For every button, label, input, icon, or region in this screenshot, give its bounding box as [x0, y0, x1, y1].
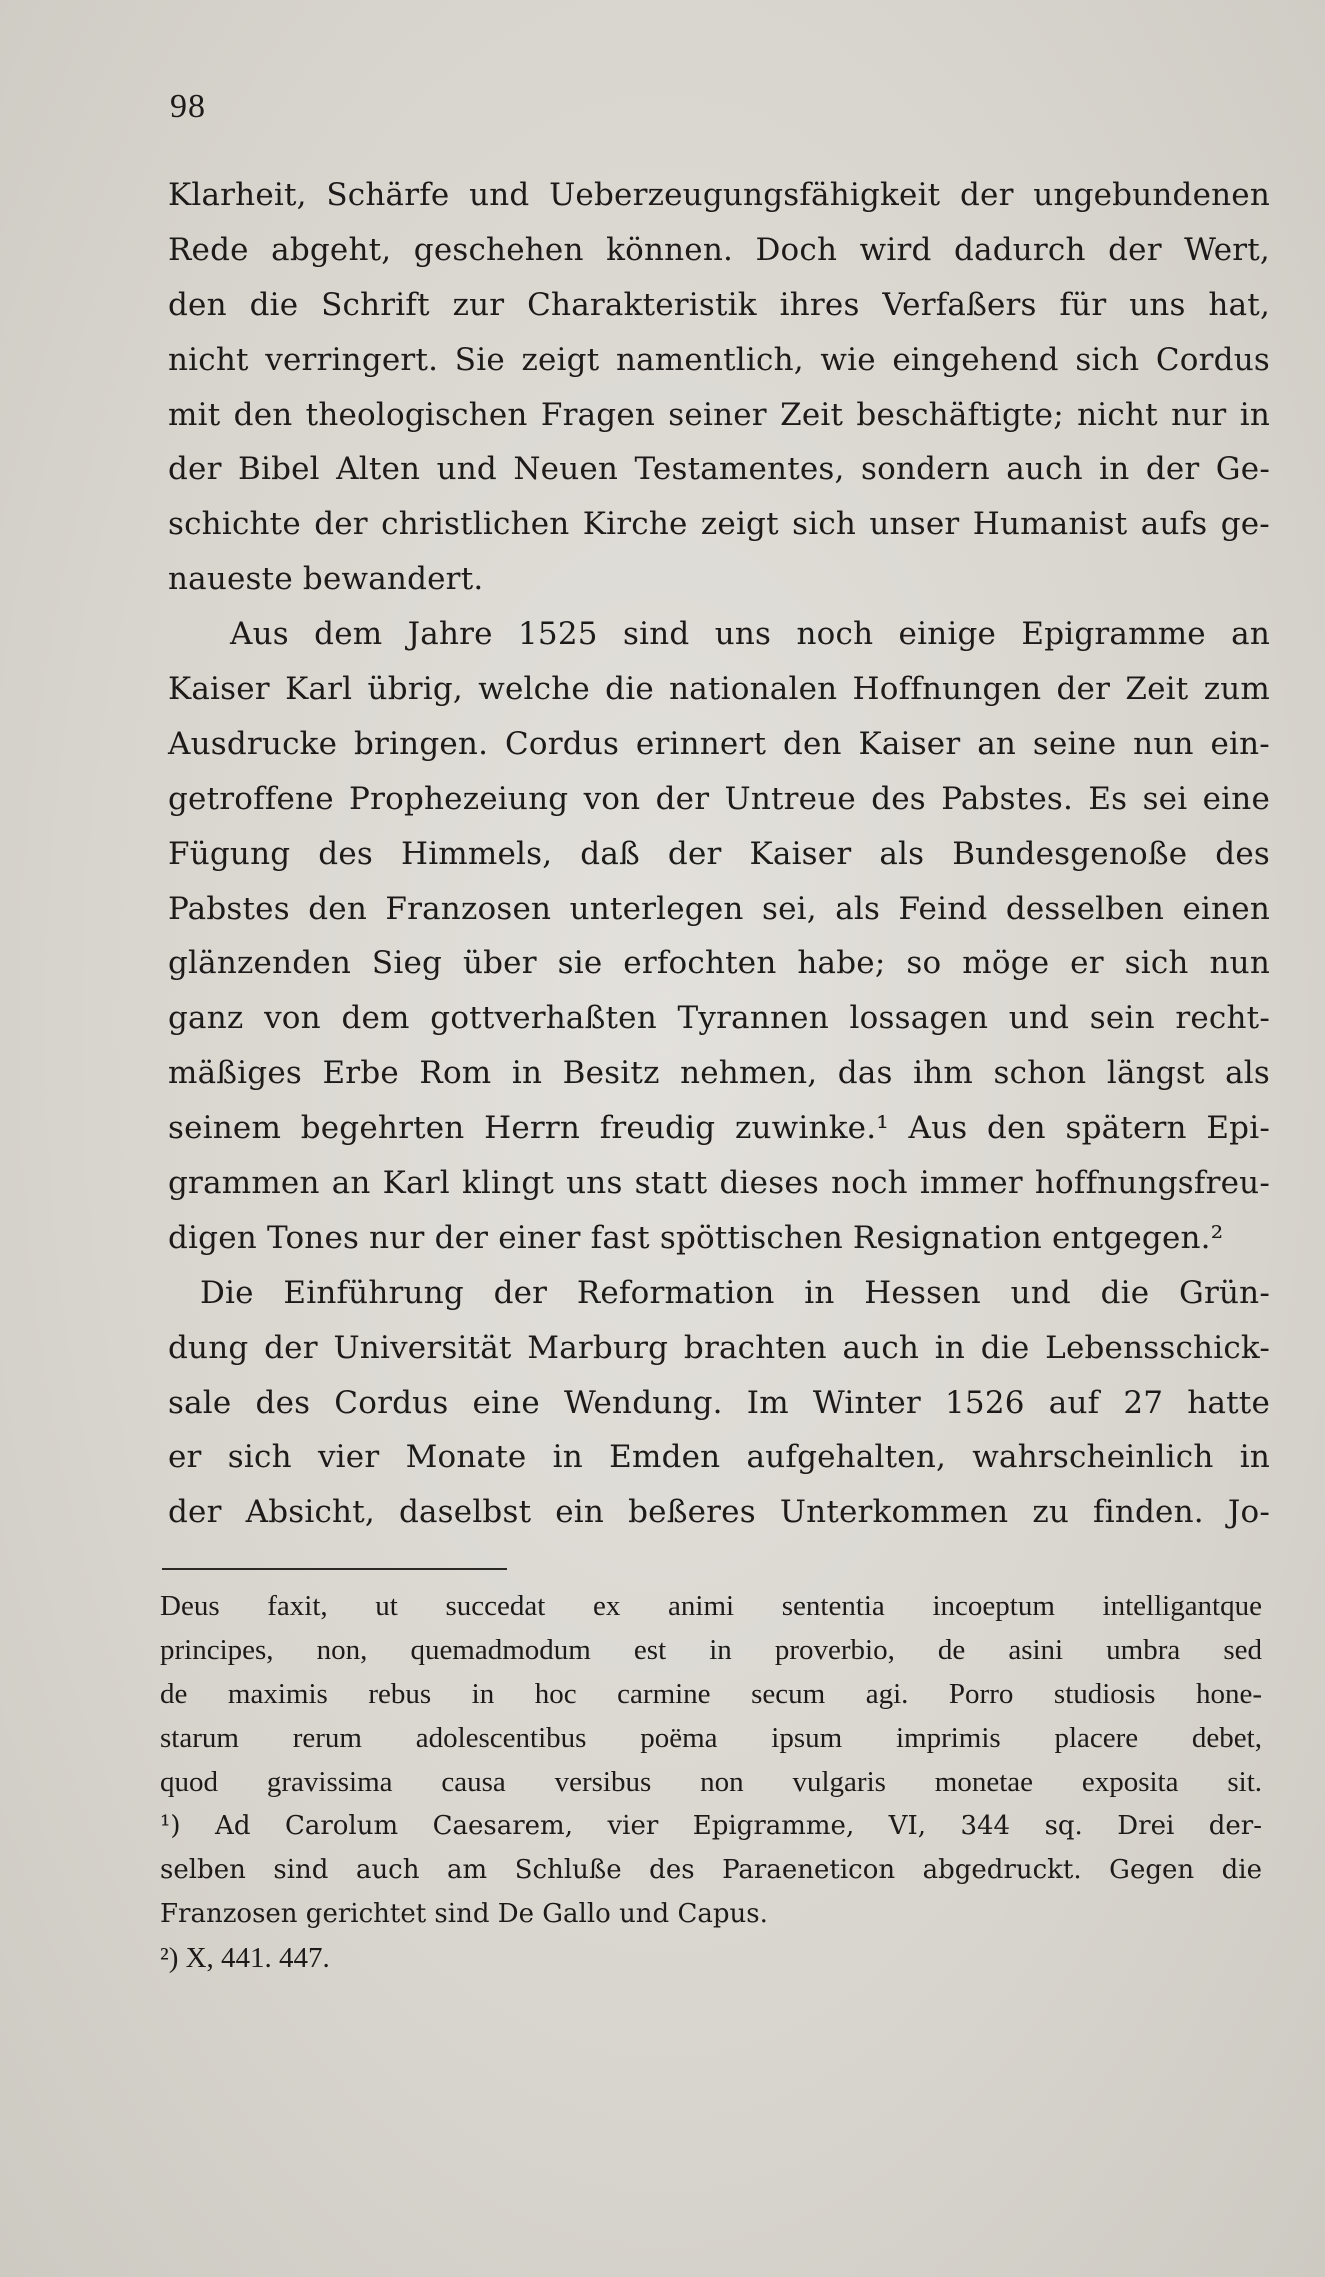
text-line: Pabstes den Franzosen unterlegen sei, als Feind desselben einen	[168, 890, 1270, 927]
text-line: Rede abgeht, geschehen können. Doch wird dadurch der Wert,	[168, 231, 1270, 268]
text-line: Ausdrucke bringen. Cordus erinnert den Kaiser an seine nun ein-	[168, 725, 1270, 762]
text-line: dung der Universität Marburg brachten auch in die Lebensschick-	[168, 1329, 1270, 1366]
text-line: sale des Cordus eine Wendung. Im Winter 1526 auf 27 hatte	[168, 1384, 1270, 1421]
footnote-line: quod gravissima causa versibus non vulgaris monetae exposita sit.	[160, 1766, 1262, 1798]
text-line: Klarheit, Schärfe und Ueberzeugungsfähigkeit der ungebundenen	[168, 177, 1270, 213]
footnote-line: starum rerum adolescentibus poëma ipsum imprimis placere debet,	[160, 1722, 1262, 1754]
text-line: den die Schrift zur Charakteristik ihres Verfaßers für uns hat,	[168, 286, 1270, 323]
text-line: naueste bewandert.	[168, 561, 484, 598]
text-line: nicht verringert. Sie zeigt namentlich, wie eingehend sich Cordus	[168, 341, 1270, 378]
footnotes	[160, 1584, 1262, 1980]
text-line: Aus dem Jahre 1525 sind uns noch einige Epigramme an	[230, 616, 1270, 653]
footnote-line: Deus faxit, ut succedat ex animi sententia incoeptum intelligantque	[160, 1590, 1262, 1622]
footnote-line: Franzosen gerichtet sind De Gallo und Capus.	[160, 1899, 768, 1929]
text-line: Fügung des Himmels, daß der Kaiser als Bundesgenoße des	[168, 835, 1270, 872]
page-number: 98	[170, 88, 206, 125]
text-line: er sich vier Monate in Emden aufgehalten, wahrscheinlich in	[168, 1439, 1270, 1476]
text-line: Die Einführung der Reformation in Hessen und die Grün-	[200, 1274, 1270, 1311]
text-line: digen Tones nur der einer fast spöttischen Resignation entgegen.²	[168, 1219, 1224, 1256]
text-line: Kaiser Karl übrig, welche die nationalen Hoffnungen der Zeit zum	[168, 671, 1270, 708]
footnote-1: ¹) Ad Carolum Caesarem, vier Epigramme, VI, 344 sq. Drei der-	[160, 1811, 1262, 1841]
text-line: glänzenden Sieg über sie erfochten habe; so möge er sich nun	[168, 945, 1270, 982]
footnote-divider	[162, 1568, 507, 1570]
text-line: der Absicht, daselbst ein beßeres Unterkommen zu finden. Jo-	[168, 1494, 1270, 1531]
text-line: getroffene Prophezeiung von der Untreue des Pabstes. Es sei eine	[168, 780, 1270, 817]
footnote-2: ²) X, 441. 447.	[160, 1942, 330, 1974]
footnote-line: selben sind auch am Schluße des Paraeneticon abgedruckt. Gegen die	[160, 1855, 1262, 1885]
footnote-line: de maximis rebus in hoc carmine secum agi. Porro studiosis hone-	[160, 1678, 1262, 1710]
text-line: seinem begehrten Herrn freudig zuwinke.¹ Aus den spätern Epi-	[168, 1110, 1270, 1147]
text-line: schichte der christlichen Kirche zeigt sich unser Humanist aufs ge-	[168, 506, 1270, 543]
text-line: mit den theologischen Fragen seiner Zeit beschäftigte; nicht nur in	[168, 396, 1270, 433]
text-line: ganz von dem gottverhaßten Tyrannen lossagen und sein recht-	[168, 1000, 1270, 1037]
footnote-line: principes, non, quemadmodum est in proverbio, de asini umbra sed	[160, 1634, 1262, 1666]
main-text	[168, 168, 1270, 1540]
text-line: mäßiges Erbe Rom in Besitz nehmen, das ihm schon längst als	[168, 1055, 1270, 1092]
text-line: der Bibel Alten und Neuen Testamentes, sondern auch in der Ge-	[168, 451, 1270, 488]
text-line: grammen an Karl klingt uns statt dieses noch immer hoffnungsfreu-	[168, 1165, 1270, 1202]
